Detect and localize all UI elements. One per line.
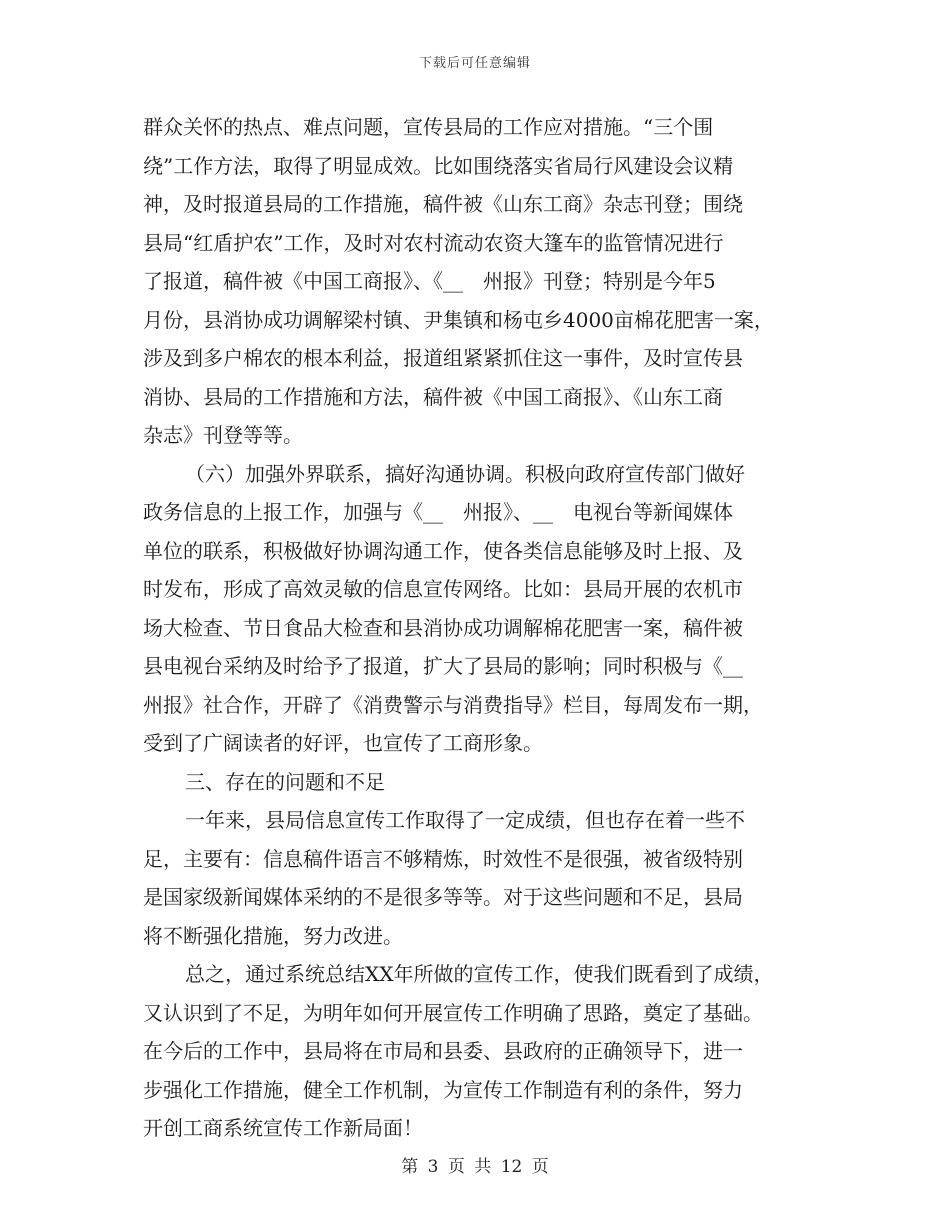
text-line: 州报》社合作，开辟了《消费警示与消费指导》栏目，每周发布一期， [143,692,763,717]
text-line: 又认识到了不足，为明年如何开展宣传工作明确了思路，奠定了基础。 [143,1000,763,1025]
page-header: 下载后可任意编辑 [418,56,531,71]
text-line: 总之，通过系统总结XX年所做的宣传工作，使我们既看到了成绩， [185,962,774,986]
text-line: 场大检查、节日食品大检查和县消协成功调解棉花肥害一案，稿件被 [143,615,743,640]
text-line: 单位的联系，积极做好协调沟通工作，使各类信息能够及时上报、及 [143,538,743,563]
document-body [143,108,823,1148]
text-line: 县电视台采纳及时给予了报道，扩大了县局的影响；同时积极与《__ [143,654,743,678]
text-line: 了报道，稿件被《中国工商报》、《__ 州报》刊登；特别是今年5 [143,269,716,293]
text-line: 政务信息的上报工作，加强与《__ 州报》、__ 电视台等新闻媒体 [143,500,733,524]
text-line: 杂志》刊登等等。 [143,423,303,447]
text-line: 涉及到多户棉农的根本利益，报道组紧紧抓住这一事件，及时宣传县 [143,346,743,370]
text-line: 足，主要有：信息稿件语言不够精炼，时效性不是很强，被省级特别 [143,846,743,871]
text-line: 月份，县消协成功调解梁村镇、尹集镇和杨屯乡4000亩棉花肥害一案， [143,307,774,332]
text-line: 一年来，县局信息宣传工作取得了一定成绩，但也存在着一些不 [185,808,745,832]
text-line: 三、存在的问题和不足 [185,769,385,794]
text-line: 将不断强化措施，努力改进。 [143,923,403,948]
text-line: 开创工商系统宣传工作新局面！ [143,1116,423,1140]
text-line: 时发布，形成了高效灵敏的信息宣传网络。比如：县局开展的农机市 [143,577,743,601]
text-line: 步强化工作措施，健全工作机制，为宣传工作制造有利的条件，努力 [143,1077,743,1102]
text-line: 在今后的工作中，县局将在市局和县委、县政府的正确领导下，进一 [143,1039,743,1063]
page-number-footer: 第 3 页 共 12 页 [401,1157,549,1177]
text-line: 消协、县局的工作措施和方法，稿件被《中国工商报》、《山东工商 [143,384,723,409]
text-line: 是国家级新闻媒体采纳的不是很多等等。对于这些问题和不足，县局 [143,885,743,909]
text-line: 神，及时报道县局的工作措施，稿件被《山东工商》杂志刊登；围绕 [143,192,743,216]
text-line: 受到了广阔读者的好评，也宣传了工商形象。 [143,731,543,755]
text-line: 绕”工作方法，取得了明显成效。比如围绕落实省局行风建设会议精 [143,153,734,178]
text-line: 县局“红盾护农”工作，及时对农村流动农资大篷车的监管情况进行 [143,230,724,255]
text-line: （六）加强外界联系，搞好沟通协调。积极向政府宣传部门做好 [185,461,745,486]
text-line: 群众关怀的热点、难点问题，宣传县局的工作应对措施。“三个围 [143,115,714,139]
